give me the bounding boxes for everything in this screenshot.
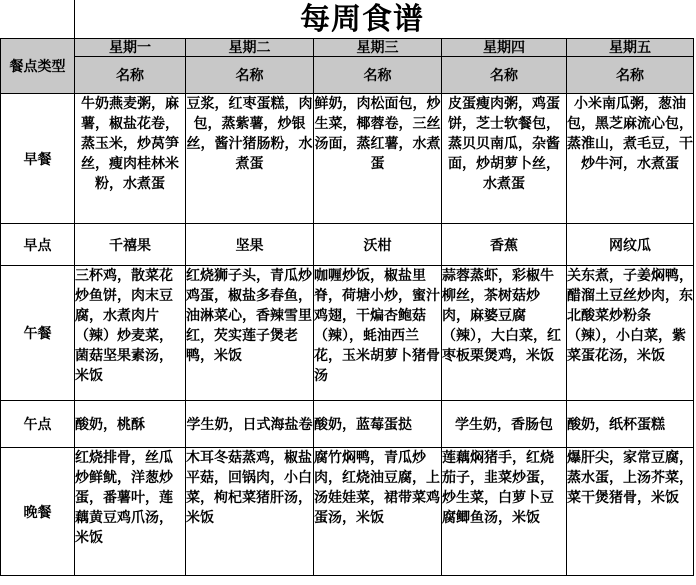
menu-cell: 千禧果 (75, 224, 186, 266)
table-row-lunch (1, 266, 694, 401)
meal-type-header: 餐点类型 (1, 39, 75, 94)
menu-cell: 酸奶，蓝莓蛋挞 (314, 401, 442, 448)
table-row-afternoon-snack (1, 401, 694, 448)
name-header: 名称 (567, 57, 694, 94)
menu-cell: 红烧排骨，丝瓜炒鲜鱿，洋葱炒蛋，番薯叶，莲藕黄豆鸡爪汤，米饭 (75, 448, 186, 576)
menu-cell: 豆浆，红枣蛋糕，肉包，蒸紫薯，炒银丝，酱汁猪肠粉，水煮蛋 (186, 94, 314, 224)
table-row-morning-snack (1, 224, 694, 266)
page-title: 每周食谱 (300, 2, 424, 37)
name-header: 名称 (186, 57, 314, 94)
day-header-fri: 星期五 (567, 39, 694, 57)
menu-cell: 鲜奶，肉松面包，炒生菜，椰蓉卷，三丝汤面，蒸红薯，水煮蛋 (314, 94, 442, 224)
name-header: 名称 (442, 57, 567, 94)
meal-label-breakfast: 早餐 (1, 94, 75, 224)
menu-cell: 酸奶，纸杯蛋糕 (567, 401, 694, 448)
menu-cell: 学生奶，日式海盐卷 (186, 401, 314, 448)
menu-cell: 网纹瓜 (567, 224, 694, 266)
menu-cell: 香蕉 (442, 224, 567, 266)
menu-cell: 腐竹焖鸭，青瓜炒肉，红烧油豆腐，上汤娃娃菜，裙带菜鸡蛋汤，米饭 (314, 448, 442, 576)
menu-cell: 三杯鸡，散菜花炒鱼饼，肉末豆腐，水煮肉片（辣）炒麦菜，菌菇坚果素汤，米饭 (75, 266, 186, 401)
title-row (0, 0, 696, 38)
menu-cell: 牛奶燕麦粥，麻薯，椒盐花卷，蒸玉米，炒莴笋丝，瘦肉桂林米粉，水煮蛋 (75, 94, 186, 224)
menu-cell: 木耳冬菇蒸鸡，椒盐平菇，回锅肉，小白菜，枸杞菜猪肝汤，米饭 (186, 448, 314, 576)
name-header-row (1, 57, 694, 94)
weekly-menu-table (0, 38, 694, 576)
menu-cell: 莲藕焖猪手，红烧茄子，韭菜炒蛋，炒生菜，白萝卜豆腐鲫鱼汤，米饭 (442, 448, 567, 576)
menu-cell: 沃柑 (314, 224, 442, 266)
meal-label-lunch: 午餐 (1, 266, 75, 401)
meal-label-afternoon-snack: 午点 (1, 401, 75, 448)
meal-label-dinner: 晚餐 (1, 448, 75, 576)
title-spacer (0, 0, 75, 38)
menu-cell: 红烧狮子头，青瓜炒鸡蛋，椒盐多春鱼，油淋菜心，香辣雪里红，芡实莲子煲老鸭，米饭 (186, 266, 314, 401)
menu-cell: 皮蛋瘦肉粥，鸡蛋饼，芝士软餐包，蒸贝贝南瓜，杂酱面，炒胡萝卜丝，水煮蛋 (442, 94, 567, 224)
menu-cell: 爆肝尖，家常豆腐，蒸水蛋，上汤芥菜，菜干煲猪骨，米饭 (567, 448, 694, 576)
menu-cell: 咖喱炒饭，椒盐里脊，荷塘小炒，蜜汁鸡翅，干煸杏鲍菇（辣），蚝油西兰花，玉米胡萝卜猪骨汤 (314, 266, 442, 401)
menu-cell: 关东煮，子姜焖鸭，醋溜土豆丝炒肉，东北酸菜炒粉条（辣），小白菜，紫菜蛋花汤，米饭 (567, 266, 694, 401)
day-header-thu: 星期四 (442, 39, 567, 57)
menu-cell: 学生奶，香肠包 (442, 401, 567, 448)
day-header-wed: 星期三 (314, 39, 442, 57)
meal-label-morning-snack: 早点 (1, 224, 75, 266)
day-header-mon: 星期一 (75, 39, 186, 57)
day-header-tue: 星期二 (186, 39, 314, 57)
table-row-breakfast (1, 94, 694, 224)
menu-cell: 坚果 (186, 224, 314, 266)
table-row-dinner (1, 448, 694, 576)
name-header: 名称 (75, 57, 186, 94)
menu-cell: 酸奶，桃酥 (75, 401, 186, 448)
name-header: 名称 (314, 57, 442, 94)
day-header-row (1, 39, 694, 57)
menu-cell: 小米南瓜粥，葱油包，黑芝麻流心包，蒸淮山，煮毛豆，干炒牛河，水煮蛋 (567, 94, 694, 224)
menu-cell: 蒜蓉蒸虾，彩椒牛柳丝，茶树菇炒肉，麻婆豆腐（辣），大白菜，红枣板栗煲鸡，米饭 (442, 266, 567, 401)
